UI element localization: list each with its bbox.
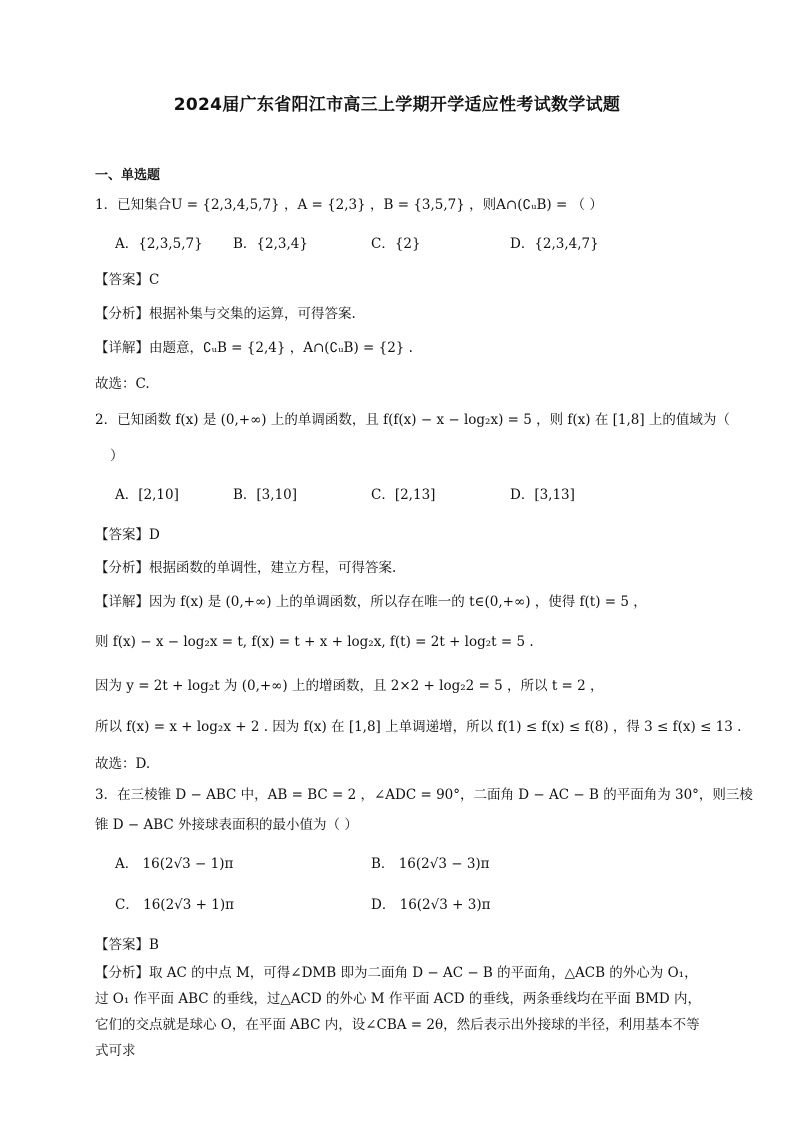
question-3-option-c: C． 16(2√3 + 1)π	[115, 897, 234, 913]
question-1-choice: 故选：C.	[95, 376, 150, 392]
question-2-answer: 【答案】D	[95, 527, 160, 543]
question-3-answer: 【答案】B	[95, 937, 159, 953]
question-3-option-a: A． 16(2√3 − 1)π	[115, 856, 234, 872]
question-2-option-c: C．[2,13]	[371, 487, 436, 503]
question-2-option-b: B．[3,10]	[233, 487, 298, 503]
question-3-stem-cont: 锥 D − ABC 外接球表面积的最小值为（ ）	[95, 817, 358, 833]
question-2-detail-4: 所以 f(x) = x + log₂x + 2 . 因为 f(x) 在 [1,8] 上单调递增，所以 f(1) ≤ f(x) ≤ f(8) ，得 3 ≤ f(x) ≤ 13 .	[95, 719, 742, 735]
section-heading: 一、单选题	[95, 168, 161, 183]
question-1-answer: 【答案】C	[95, 272, 160, 288]
question-2-option-d: D．[3,13]	[510, 487, 575, 503]
question-1-option-b: B．{2,3,4}	[233, 236, 308, 252]
question-3-option-d: D． 16(2√3 + 3)π	[371, 897, 491, 913]
question-2-analysis: 【分析】根据函数的单调性，建立方程，可得答案.	[95, 560, 397, 576]
question-2-detail-1: 【详解】因为 f(x) 是 (0,+∞) 上的单调函数，所以存在唯一的 t∈(0,+∞) ，使得 f(t) = 5 ，	[95, 594, 647, 610]
question-3-analysis: 【分析】取 AC 的中点 M，可得∠DMB 即为二面角 D − AC − B 的平面角，△ACB 的外心为 O₁，过 O₁ 作平面 ABC 的垂线，过△ACD 的外心 M 作平面 ACD 的垂线，两条垂线均在平面 BMD 内，它们的交点就是球心 O，在平面 ABC 内，设∠CBA = 2θ，然后表示出外接球的半径，利用基本不等式可求	[95, 965, 702, 1059]
question-2-stem: 2．已知函数 f(x) 是 (0,+∞) 上的单调函数，且 f(f(x) − x − log₂x) = 5 ，则 f(x) 在 [1,8] 上的值域为（	[95, 412, 730, 428]
question-1-option-c: C．{2}	[371, 236, 421, 252]
question-1-option-a: A．{2,3,5,7}	[115, 236, 203, 252]
question-1-option-d: D．{2,3,4,7}	[510, 236, 599, 252]
question-3-stem: 3．在三棱锥 D − ABC 中，AB = BC = 2 ，∠ADC = 90°，二面角 D − AC − B 的平面角为 30°，则三棱	[95, 787, 753, 803]
question-1-stem: 1．已知集合U = {2,3,4,5,7} ，A = {2,3} ，B = {3,5,7} ，则A∩(∁ᵤB) = （ ）	[95, 197, 603, 213]
question-3-option-b: B． 16(2√3 − 3)π	[371, 856, 490, 872]
question-1-detail: 【详解】由题意，∁ᵤB = {2,4} ，A∩(∁ᵤB) = {2} .	[95, 340, 413, 356]
question-2-detail-2: 则 f(x) − x − log₂x = t, f(x) = t + x + log₂x, f(t) = 2t + log₂t = 5 .	[95, 634, 534, 650]
question-2-stem-cont: ）	[110, 448, 124, 464]
question-2-choice: 故选：D.	[95, 756, 151, 772]
page-title: 2024届广东省阳江市高三上学期开学适应性考试数学试题	[173, 95, 621, 115]
question-2-option-a: A．[2,10]	[115, 487, 179, 503]
question-1-analysis: 【分析】根据补集与交集的运算，可得答案.	[95, 306, 356, 322]
question-2-detail-3: 因为 y = 2t + log₂t 为 (0,+∞) 上的增函数，且 2×2 + log₂2 = 5 ，所以 t = 2 ，	[95, 678, 604, 694]
